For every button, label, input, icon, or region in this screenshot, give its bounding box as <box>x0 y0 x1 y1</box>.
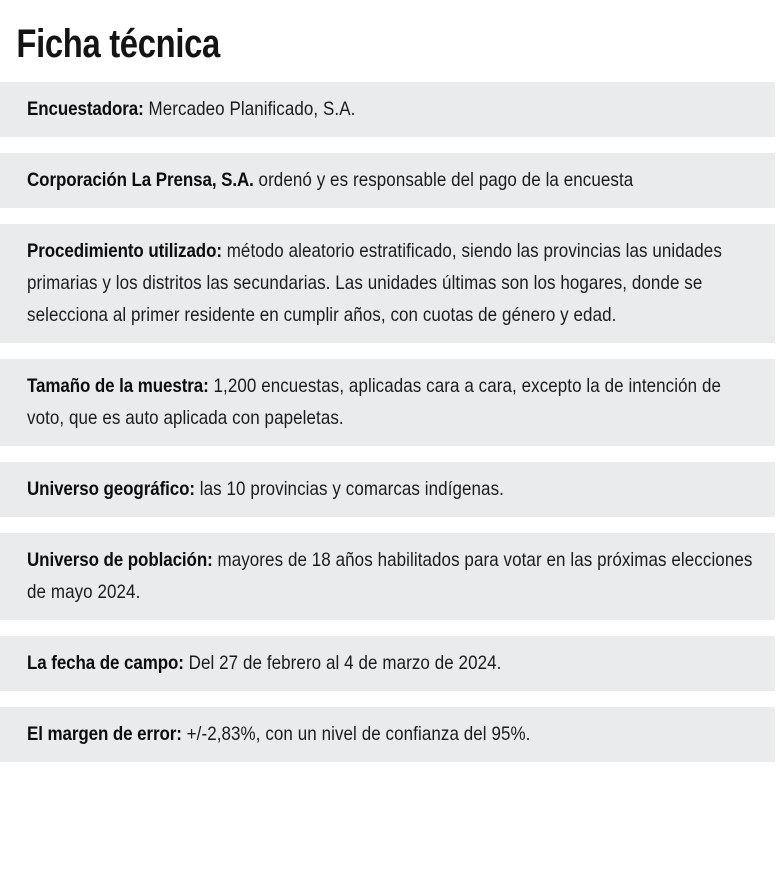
fact-row-value: ordenó y es responsable del pago de la encuesta <box>253 169 634 191</box>
fact-row-label: Encuestadora: <box>27 98 144 120</box>
fact-row-value: Mercadeo Planificado, S.A. <box>143 98 356 120</box>
fact-row-text <box>27 647 753 679</box>
fact-row-value: las 10 provincias y comarcas indígenas. <box>194 478 504 500</box>
fact-row <box>0 359 775 446</box>
fact-rows-list <box>0 82 780 762</box>
fact-row-text <box>27 473 753 505</box>
fact-row <box>0 153 775 208</box>
fact-row-value: mayores de 18 años habilitados para votar en las próximas elecciones de mayo 2024. <box>27 549 753 603</box>
fact-row-value: 1,200 encuestas, aplicadas cara a cara, excepto la de intención de voto, que es auto aplicada con papeletas. <box>27 375 722 429</box>
fact-row-text <box>27 164 753 196</box>
fact-row-value: método aleatorio estratificado, siendo las provincias las unidades primarias y los distritos las secundarias. Las unidades últimas son los hogares, donde se selecciona al primer residente en cumplir años, con cuotas de género y edad. <box>27 240 722 326</box>
fact-row-label: Tamaño de la muestra: <box>27 375 209 397</box>
fact-row-text <box>27 718 753 750</box>
fact-row <box>0 707 775 762</box>
fact-row-value: +/-2,83%, con un nivel de confianza del 95%. <box>181 723 531 745</box>
fact-row-text <box>27 93 753 125</box>
fact-row-label: Corporación La Prensa, S.A. <box>27 169 254 191</box>
fact-row-label: Universo geográfico: <box>27 478 195 500</box>
fact-row-label: Procedimiento utilizado: <box>27 240 222 262</box>
page-title: Ficha técnica <box>16 22 220 66</box>
fact-row <box>0 224 775 343</box>
fact-row-text <box>27 370 753 434</box>
fact-row-text <box>27 235 753 331</box>
fact-row-label: La fecha de campo: <box>27 652 184 674</box>
fact-row <box>0 636 775 691</box>
fact-row-label: El margen de error: <box>27 723 182 745</box>
fact-row-text <box>27 544 753 608</box>
fact-row <box>0 82 775 137</box>
fact-row-value: Del 27 de febrero al 4 de marzo de 2024. <box>183 652 502 674</box>
fact-row-label: Universo de población: <box>27 549 213 571</box>
fact-row <box>0 462 775 517</box>
fact-row <box>0 533 775 620</box>
